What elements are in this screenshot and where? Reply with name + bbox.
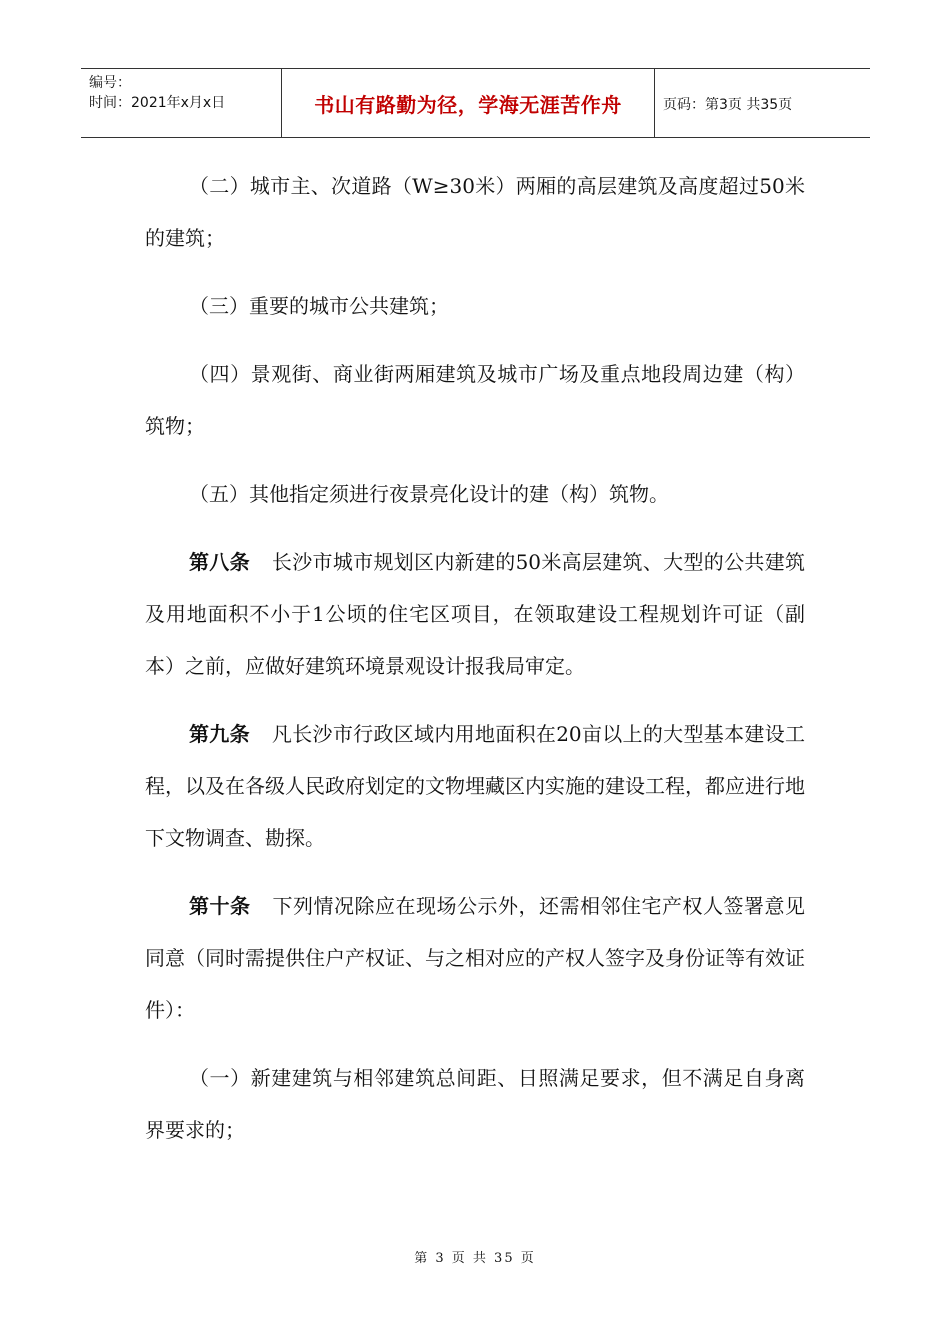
header-page-info: 页码：第3页 共35页 <box>663 97 793 113</box>
header-meta <box>81 69 281 137</box>
paragraph-text: （二）城市主、次道路（W≥30米）两厢的高层建筑及高度超过50米的建筑； <box>145 174 805 250</box>
article-paragraph <box>145 880 805 1036</box>
page-footer: 第 3 页 共 35 页 <box>414 1251 536 1266</box>
document-header <box>81 68 870 138</box>
paragraph <box>145 160 805 264</box>
paragraph-text: （五）其他指定须进行夜景亮化设计的建（构）筑物。 <box>189 482 669 506</box>
paragraph-text: 凡长沙市行政区域内用地面积在20亩以上的大型基本建设工程，以及在各级人民政府划定的文物埋藏区内实施的建设工程，都应进行地下文物调查、勘探。 <box>145 722 806 850</box>
article-number: 第八条 <box>189 550 250 574</box>
article-number: 第十条 <box>189 894 251 918</box>
date-label: 时间：2021年x月x日 <box>89 95 226 111</box>
paragraph-text: 长沙市城市规划区内新建的50米高层建筑、大型的公共建筑及用地面积不小于1公顷的住宅区项目，在领取建设工程规划许可证（副本）之前，应做好建筑环境景观设计报我局审定。 <box>145 550 806 678</box>
paragraph-text: （一）新建建筑与相邻建筑总间距、日照满足要求，但不满足自身离界要求的； <box>145 1066 805 1142</box>
paragraph-text: 下列情况除应在现场公示外，还需相邻住宅产权人签署意见同意（同时需提供住户产权证、与之相对应的产权人签字及身份证等有效证件）： <box>145 894 805 1022</box>
article-paragraph <box>145 536 805 692</box>
article-paragraph <box>145 708 805 864</box>
document-body <box>145 160 805 1172</box>
header-divider <box>654 69 655 137</box>
article-number: 第九条 <box>189 722 250 746</box>
paragraph <box>145 348 805 452</box>
paragraph <box>145 1052 805 1156</box>
paragraph-text: （三）重要的城市公共建筑； <box>189 294 449 318</box>
header-motto: 书山有路勤为径，学海无涯苦作舟 <box>314 92 622 117</box>
paragraph <box>145 280 805 332</box>
paragraph <box>145 468 805 520</box>
doc-number-label: 编号： <box>89 75 131 91</box>
paragraph-text: （四）景观街、商业街两厢建筑及城市广场及重点地段周边建（构）筑物； <box>145 362 805 438</box>
